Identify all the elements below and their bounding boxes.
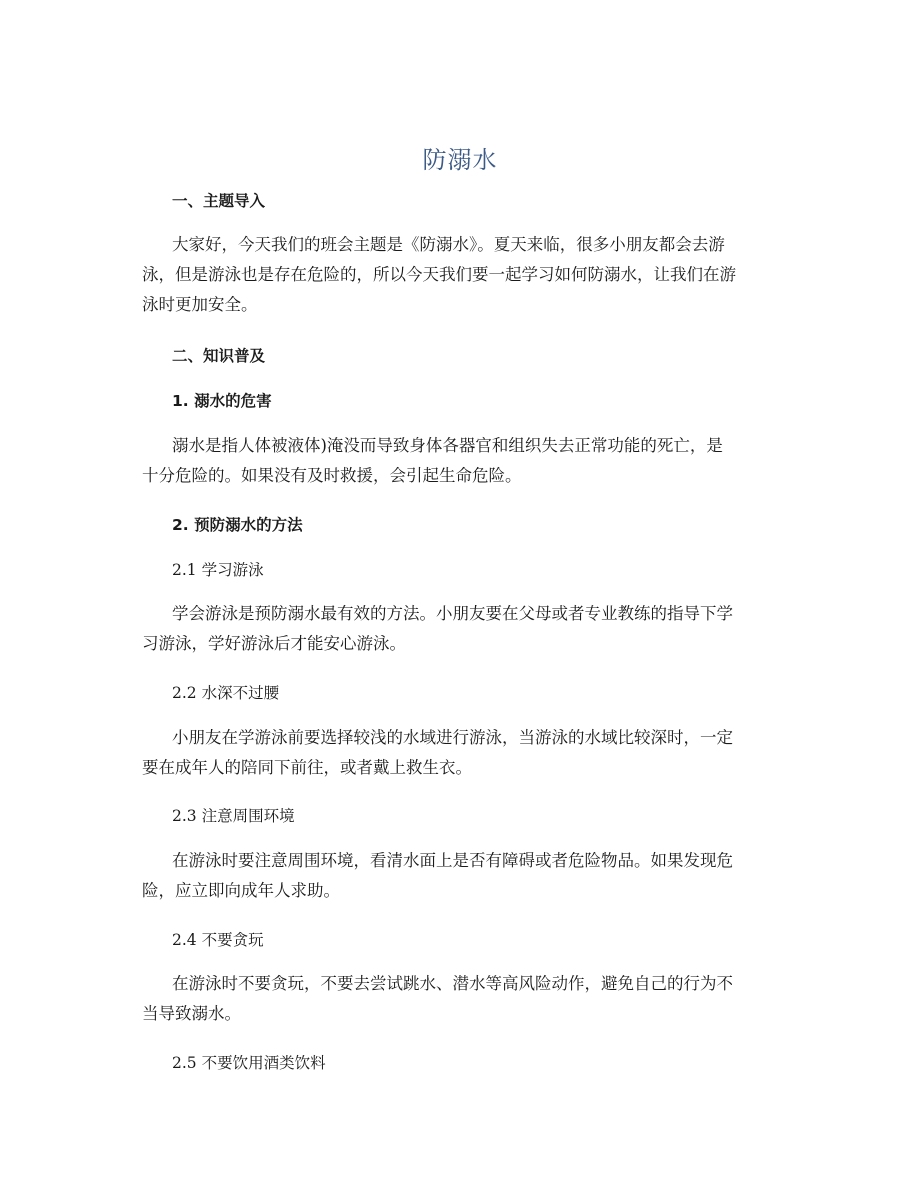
paragraph-line: 小朋友在学游泳前要选择较浅的水域进行游泳，当游泳的水域比较深时，一定 [172,728,733,747]
section-heading-knowledge: 二、知识普及 [172,347,266,365]
sub-heading-no-playing: 2.4 不要贪玩 [172,931,264,949]
paragraph-line: 大家好，今天我们的班会主题是《防溺水》。夏天来临，很多小朋友都会去游 [172,235,725,254]
paragraph-line: 要在成年人的陪同下前往，或者戴上救生衣。 [142,758,472,777]
sub-heading-surroundings: 2.3 注意周围环境 [172,807,295,825]
paragraph-line: 泳时更加安全。 [142,295,258,314]
sub-heading-water-depth: 2.2 水深不过腰 [172,684,280,702]
paragraph-line: 习游泳，学好游泳后才能安心游泳。 [142,634,406,653]
paragraph-line: 在游泳时不要贪玩，不要去尝试跳水、潜水等高风险动作，避免自己的行为不 [172,974,733,993]
paragraph-line: 泳，但是游泳也是存在危险的，所以今天我们要一起学习如何防溺水，让我们在游 [142,265,736,284]
paragraph-no-playing [142,969,792,1029]
paragraph-surroundings [142,846,792,906]
document-title: 防溺水 [422,146,498,174]
paragraph-line: 十分危险的。如果没有及时救援，会引起生命危险。 [142,466,522,485]
paragraph-line: 学会游泳是预防溺水最有效的方法。小朋友要在父母或者专业教练的指导下学 [172,604,733,623]
paragraph-water-depth [142,723,792,783]
paragraph-line: 险，应立即向成年人求助。 [142,881,340,900]
item-heading-prevention: 2. 预防溺水的方法 [172,516,303,534]
section-heading-intro: 一、主题导入 [172,192,266,210]
paragraph-line: 在游泳时要注意周围环境，看清水面上是否有障碍或者危险物品。如果发现危 [172,851,733,870]
sub-heading-no-alcohol: 2.5 不要饮用酒类饮料 [172,1054,326,1072]
sub-heading-learn-swim: 2.1 学习游泳 [172,561,264,579]
item-heading-danger: 1. 溺水的危害 [172,392,272,410]
paragraph-intro [142,230,792,320]
paragraph-learn-swim [142,599,792,659]
paragraph-line: 当导致溺水。 [142,1004,241,1023]
paragraph-danger [142,431,792,491]
paragraph-line: 溺水是指人体被液体)淹没而导致身体各器官和组织失去正常功能的死亡，是 [172,436,723,455]
